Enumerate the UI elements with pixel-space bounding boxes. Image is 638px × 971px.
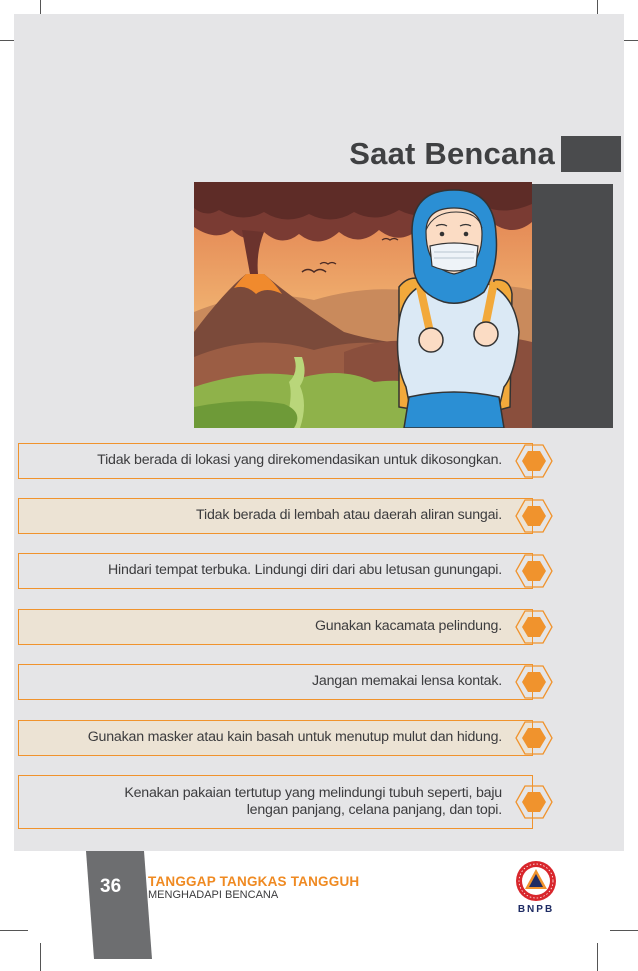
tip-item — [18, 498, 533, 534]
side-accent-bar — [531, 184, 613, 428]
orange-hexagon-icon — [515, 784, 553, 820]
tip-item — [18, 720, 533, 756]
volcano-illustration — [194, 182, 532, 428]
page-number: 36 — [100, 876, 122, 897]
tip-text: Hindari tempat terbuka. Lindungi diri dari abu letusan gunungapi. — [108, 562, 502, 579]
section-title: Saat Bencana — [349, 136, 555, 171]
orange-hexagon-icon — [515, 553, 553, 589]
tip-text: Jangan memakai lensa kontak. — [312, 673, 502, 690]
tip-text: Gunakan kacamata pelindung. — [314, 618, 502, 635]
orange-hexagon-icon — [515, 664, 553, 700]
tip-text: Gunakan masker atau kain basah untuk menutup mulut dan hidung. — [87, 729, 502, 746]
tip-item — [18, 553, 533, 589]
tip-item — [18, 609, 533, 645]
tip-text — [124, 785, 502, 820]
tip-text: Tidak berada di lembah atau daerah aliran sungai. — [196, 507, 502, 524]
crop-mark — [597, 943, 598, 971]
logo-label: BNPB — [517, 904, 555, 915]
section-title-wrap — [349, 136, 555, 172]
orange-hexagon-icon — [515, 720, 553, 756]
page-number-tab — [86, 851, 152, 959]
crop-mark — [40, 943, 41, 971]
book-title: TANGGAP TANGKAS TANGGUH — [148, 874, 360, 889]
orange-hexagon-icon — [515, 443, 553, 479]
orange-hexagon-icon — [515, 498, 553, 534]
crop-mark — [610, 930, 638, 931]
tip-text-line: lengan panjang, celana panjang, dan topi. — [246, 802, 502, 818]
tip-text-line: Kenakan pakaian tertutup yang melindungi tubuh seperti, baju — [124, 784, 502, 801]
orange-hexagon-icon — [515, 609, 553, 645]
book-subtitle: MENGHADAPI BENCANA — [148, 889, 279, 901]
tip-text: Tidak berada di lokasi yang direkomendasikan untuk dikosongkan. — [97, 452, 502, 469]
title-accent-block — [561, 136, 621, 172]
tip-item — [18, 443, 533, 479]
bnpb-emblem-icon — [515, 860, 557, 902]
tip-item — [18, 775, 533, 829]
crop-mark — [0, 930, 28, 931]
tip-item — [18, 664, 533, 700]
